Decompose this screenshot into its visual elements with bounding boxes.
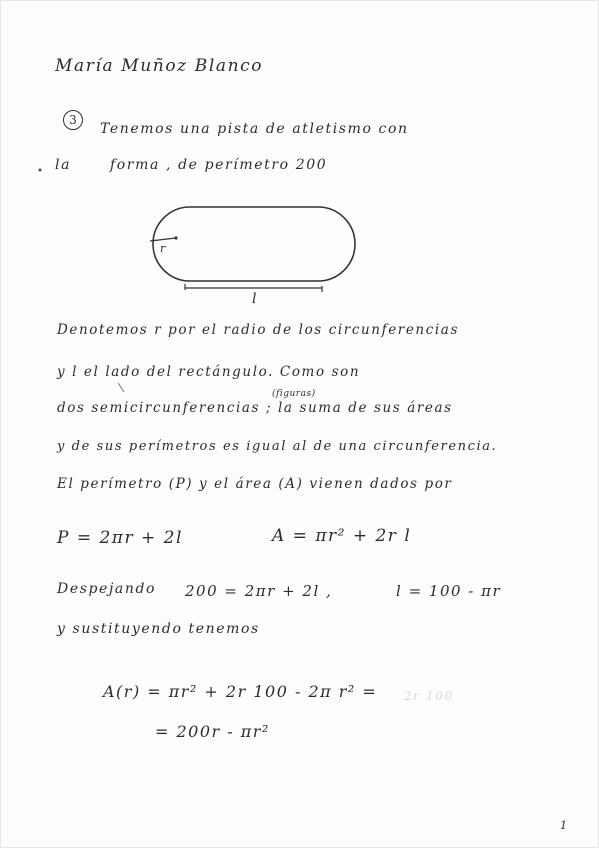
track-outline bbox=[153, 207, 355, 281]
radius-label: r bbox=[160, 242, 167, 255]
text-line-3: dos semicircunferencias ; la suma de sus áreas bbox=[57, 400, 453, 416]
area-function-line-2: = 200r - πr² bbox=[155, 722, 270, 741]
faint-erased-text: 2r 100 bbox=[404, 689, 454, 703]
stray-dot bbox=[39, 169, 42, 172]
area-function-line-1: A(r) = πr² + 2r 100 - 2π r² = bbox=[103, 682, 378, 701]
text-line-5: El perímetro (P) y el área (A) vienen dados por bbox=[57, 476, 453, 492]
text-line-1: Denotemos r por el radio de los circunferencias bbox=[57, 322, 459, 338]
problem-line-2: forma , de perímetro 200 bbox=[110, 157, 328, 173]
problem-line-2-lead: la bbox=[55, 157, 72, 173]
side-label: l bbox=[252, 291, 259, 307]
l-equation: l = 100 - πr bbox=[396, 582, 502, 600]
problem-line-1: Tenemos una pista de atletismo con bbox=[100, 121, 409, 137]
area-equation: A = πr² + 2r l bbox=[272, 526, 412, 546]
author-name: María Muñoz Blanco bbox=[55, 56, 264, 76]
sustituyendo-line: y sustituyendo tenemos bbox=[57, 621, 260, 637]
problem-number: 3 bbox=[63, 110, 83, 130]
despejando-equation: 200 = 2πr + 2l , bbox=[185, 582, 333, 600]
annotation-note: (figuras) bbox=[272, 389, 316, 399]
text-line-4: y de sus perímetros es igual al de una circunferencia. bbox=[57, 439, 498, 454]
perimeter-equation: P = 2πr + 2l bbox=[57, 528, 183, 548]
center-dot bbox=[174, 236, 177, 239]
text-line-2: y l el lado del rectángulo. Como son bbox=[57, 364, 361, 380]
pencil-tick bbox=[118, 383, 124, 392]
page-mark: 1 bbox=[560, 819, 569, 832]
despejando-label: Despejando bbox=[57, 581, 157, 597]
